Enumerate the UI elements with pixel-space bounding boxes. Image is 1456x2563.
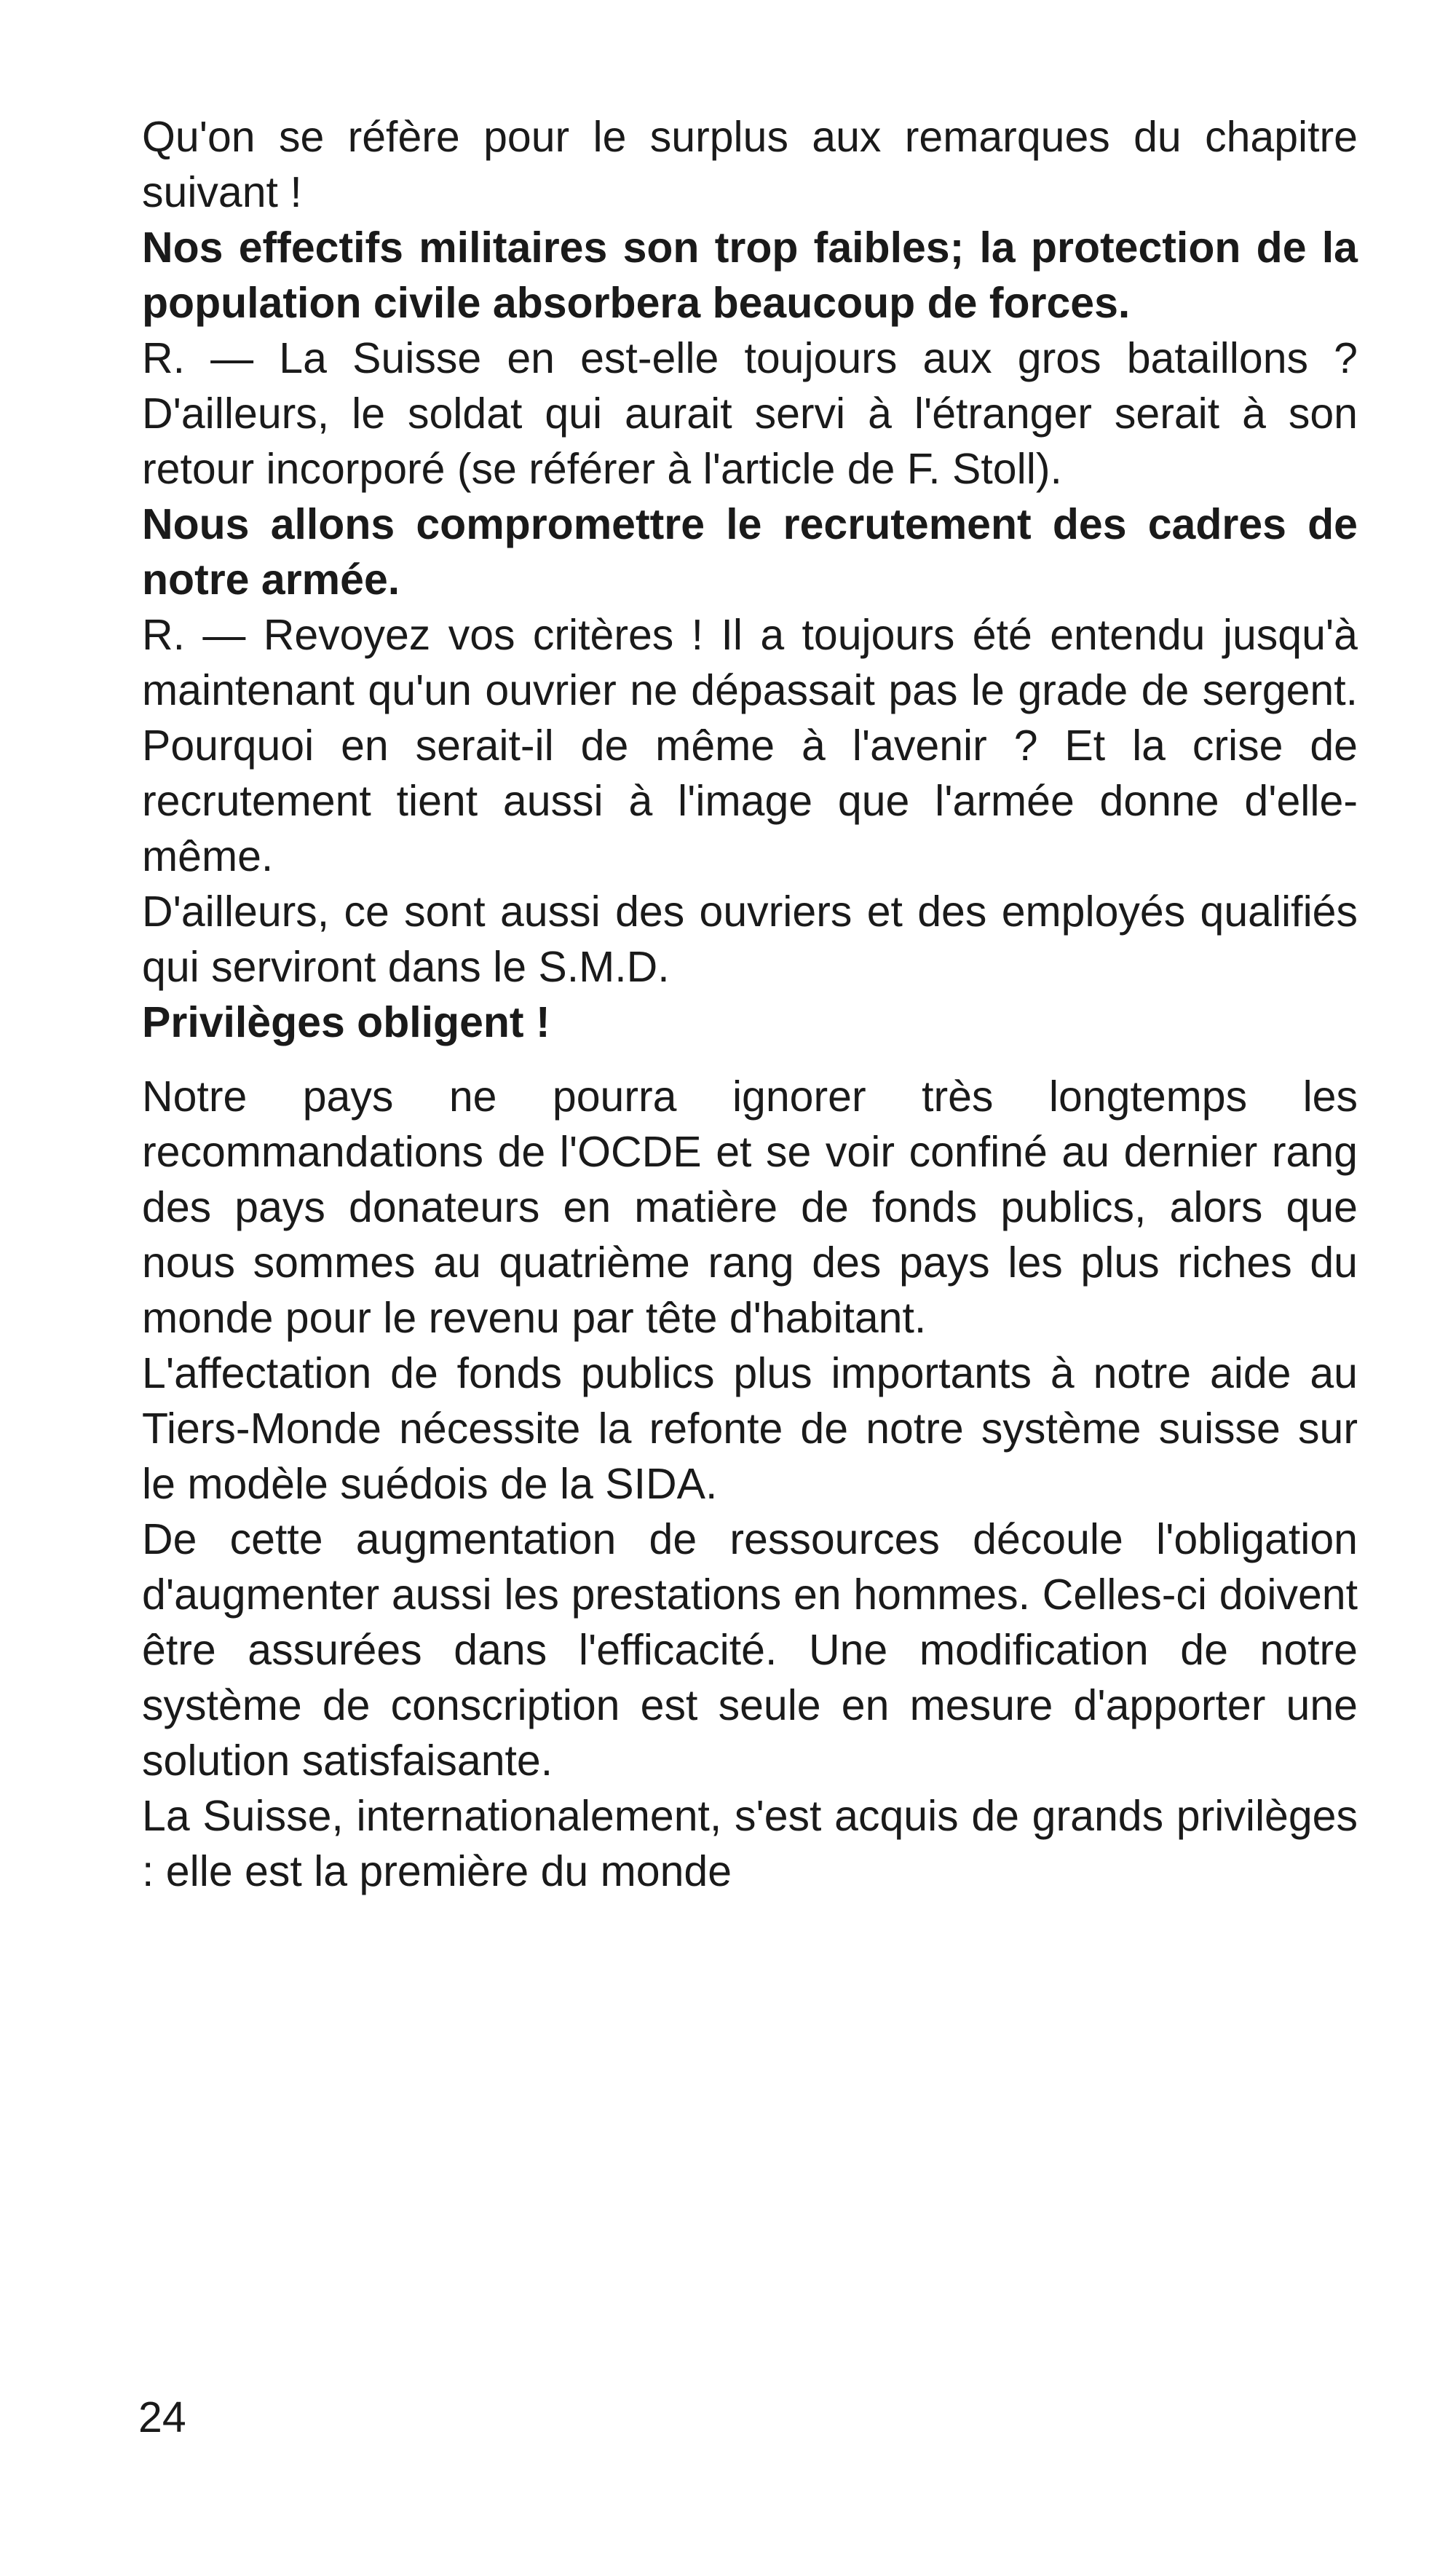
section-paragraph-privileges-3: De cette augmentation de ressources découle l'obligation d'augmenter aussi les prestations en hommes. Celles-ci doivent être assurées dans l'efficacité. Une modification de notre système de conscription est seule en mesure d'apporter une solution satisfaisante. <box>142 1515 1358 1785</box>
intro-paragraph: Qu'on se réfère pour le surplus aux remarques du chapitre suivant ! <box>142 113 1358 216</box>
section-paragraph-recrutement-2: D'ailleurs, ce sont aussi des ouvriers et des employés qualifiés qui serviront dans le S.M.D. <box>142 888 1358 991</box>
page-body <box>142 109 1358 1899</box>
page-number: 24 <box>138 2393 186 2441</box>
section-paragraph-effectifs: R. — La Suisse en est-elle toujours aux gros bataillons ? D'ailleurs, le soldat qui aurait servi à l'étranger serait à son retour incorporé (se référer à l'article de F. Stoll). <box>142 334 1358 493</box>
section-paragraph-privileges-2: L'affectation de fonds publics plus importants à notre aide au Tiers-Monde nécessite la refonte de notre système suisse sur le modèle suédois de la SIDA. <box>142 1349 1358 1508</box>
section-heading-recrutement: Nous allons compromettre le recrutement des cadres de notre armée. <box>142 500 1358 604</box>
section-heading-effectifs: Nos effectifs militaires son trop faibles; la protection de la population civile absorbera beaucoup de forces. <box>142 224 1358 327</box>
section-paragraph-privileges-1: Notre pays ne pourra ignorer très longtemps les recommandations de l'OCDE et se voir confiné au dernier rang des pays donateurs en matière de fonds publics, alors que nous sommes au quatrième rang des pays les plus riches du monde pour le revenu par tête d'habitant. <box>142 1073 1358 1342</box>
section-paragraph-recrutement-1: R. — Revoyez vos critères ! Il a toujours été entendu jusqu'à maintenant qu'un ouvrier ne dépassait pas le grade de sergent. Pourquoi en serait-il de même à l'avenir ? Et la crise de recrutement tient aussi à l'image que l'armée donne d'elle-même. <box>142 611 1358 880</box>
section-paragraph-privileges-4: La Suisse, internationalement, s'est acquis de grands privilèges : elle est la première du monde <box>142 1792 1358 1895</box>
section-heading-privileges: Privilèges obligent ! <box>142 998 550 1046</box>
